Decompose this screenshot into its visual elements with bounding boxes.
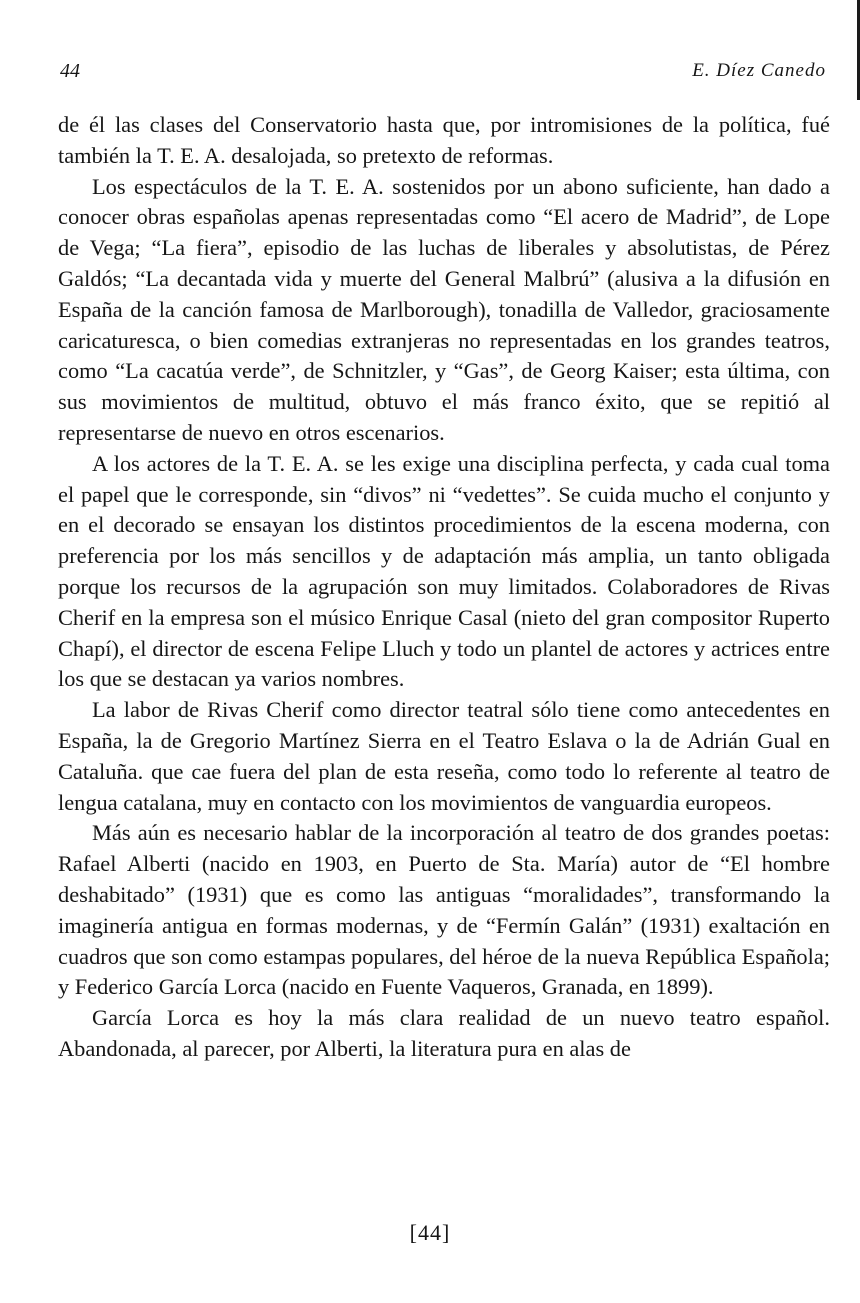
body-text [58,110,830,1065]
paragraph: La labor de Rivas Cherif como director teatral sólo tiene como antecedentes en España, la de Gregorio Martínez Sierra en el Teatro Eslava o la de Adrián Gual en Cataluña. que cae fuera del plan de esta reseña, como todo lo referente al teatro de lengua catalana, muy en contacto con los movimientos de vanguardia europeos. [58,697,830,815]
page-footer-marker: [44] [409,1220,451,1245]
paragraph: de él las clases del Conservatorio hasta que, por intromisiones de la política, fué también la T. E. A. desalojada, so pretexto de reformas. [58,112,830,168]
paragraph: García Lorca es hoy la más clara realidad de un nuevo teatro español. Abandonada, al parecer, por Alberti, la literatura pura en alas de [58,1005,830,1061]
page-header [60,60,826,86]
paragraph: Los espectáculos de la T. E. A. sostenidos por un abono suficiente, han dado a conocer obras españolas apenas representadas como “El acero de Madrid”, de Lope de Vega; “La fiera”, episodio de las luchas de liberales y absolutistas, de Pérez Galdós; “La decantada vida y muerte del General Malbrú” (alusiva a la difusión en España de la canción famosa de Marlborough), tonadilla de Valledor, graciosamente caricaturesca, o bien comedias extranjeras no representadas en los grandes teatros, como “La cacatúa verde”, de Schnitzler, y “Gas”, de Georg Kaiser; esta última, con sus movimientos de multitud, obtuvo el más franco éxito, que se repitió al representarse de nuevo en otros escenarios. [58,173,830,445]
page-number: 44 [60,60,80,82]
running-head-author: E. Díez Canedo [692,60,826,81]
paragraph: A los actores de la T. E. A. se les exige una disciplina perfecta, y cada cual toma el papel que le corresponde, sin “divos” ni “vedettes”. Se cuida mucho el conjunto y en el decorado se ensayan los distintos procedimientos de la escena moderna, con preferencia por los más sencillos y de adaptación más amplia, un tanto obligada porque los recursos de la agrupación son muy limitados. Colaboradores de Rivas Cherif en la empresa son el músico Enrique Casal (nieto del gran compositor Ruperto Chapí), el director de escena Felipe Lluch y todo un plantel de actores y actrices entre los que se destacan ya varios nombres. [58,450,830,692]
paragraph: Más aún es necesario hablar de la incorporación al teatro de dos grandes poetas: Rafael Alberti (nacido en 1903, en Puerto de Sta. María) autor de “El hombre deshabitado” (1931) que es como las antiguas “moralidades”, transformando la imaginería antigua en formas modernas, y de “Fermín Galán” (1931) exaltación en cuadros que son como estampas populares, del héroe de la nueva República Española; y Federico García Lorca (nacido en Fuente Vaqueros, Granada, en 1899). [58,820,830,1000]
